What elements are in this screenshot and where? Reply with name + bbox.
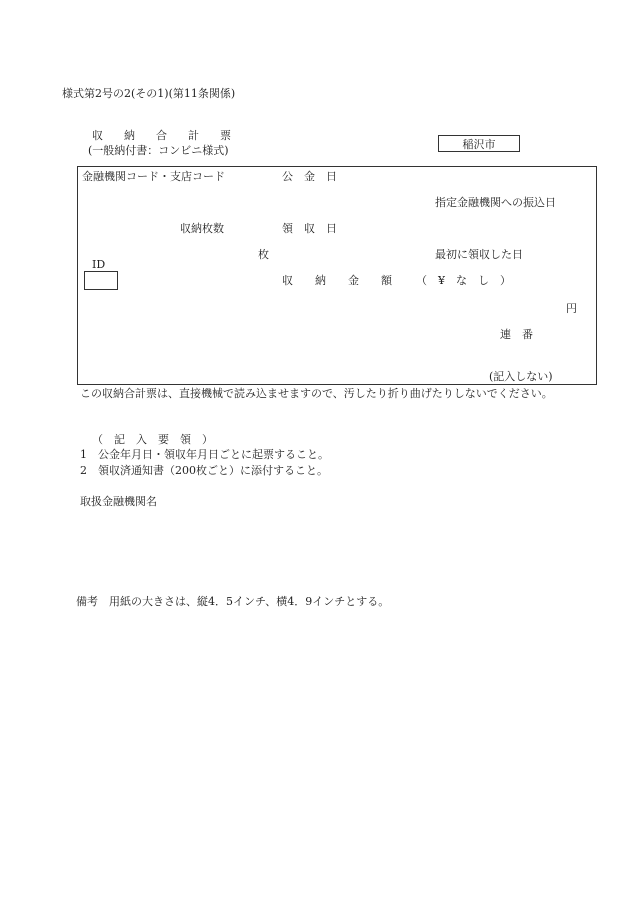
amount-label: 収 納 金 額 bbox=[282, 274, 392, 287]
public-money-date-label: 公 金 日 bbox=[282, 170, 337, 183]
receipt-date-label: 領 収 日 bbox=[282, 222, 337, 235]
city-name: 稲沢市 bbox=[462, 138, 496, 151]
yen-unit: 円 bbox=[566, 302, 577, 315]
city-box bbox=[438, 135, 520, 152]
instruction-item: 1 公金年月日・領収年月日ごとに起票すること。 bbox=[80, 448, 329, 461]
amount-value: （ ¥ な し ） bbox=[416, 274, 511, 287]
handling-notice: この収納合計票は、直接機械で読み込ませますので、汚したり折り曲げたりしないでください。 bbox=[80, 387, 553, 400]
id-box bbox=[84, 271, 118, 290]
first-receipt-date-label: 最初に領収した日 bbox=[435, 248, 523, 261]
instruction-item: 2 領収済通知書（200枚ごと）に添付すること。 bbox=[80, 464, 328, 477]
instructions-heading: （ 記 入 要 領 ） bbox=[92, 433, 213, 446]
do-not-fill-note: (記入しない) bbox=[489, 370, 553, 383]
bank-name-label: 取扱金融機関名 bbox=[80, 495, 157, 508]
id-label: ID bbox=[92, 258, 106, 271]
receipt-count-label: 収納枚数 bbox=[180, 222, 224, 235]
form-title: 収 納 合 計 票 bbox=[92, 129, 236, 142]
form-subtitle: (一般納付書：コンビニ様式) bbox=[88, 144, 229, 157]
remarks: 備考 用紙の大きさは、縦4．5インチ、横4．9インチとする。 bbox=[76, 595, 390, 608]
sheet-unit: 枚 bbox=[258, 248, 269, 261]
form-number: 様式第2号の2(その1)(第11条関係) bbox=[62, 87, 236, 100]
serial-number-label: 連 番 bbox=[500, 328, 533, 341]
bank-code-label: 金融機関コード・支店コード bbox=[82, 170, 225, 183]
transfer-date-label: 指定金融機関への振込日 bbox=[435, 196, 556, 209]
